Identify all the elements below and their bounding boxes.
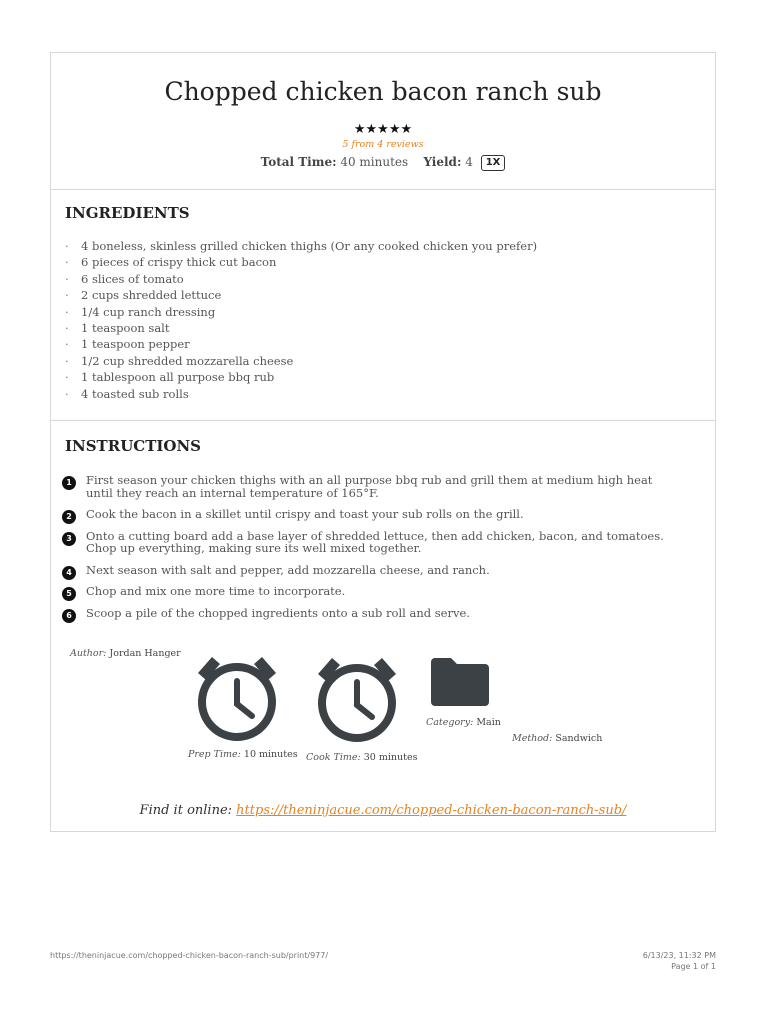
clock-icon (194, 653, 280, 745)
category-value: Main (476, 717, 501, 728)
recipe-title: Chopped chicken bacon ranch sub (164, 77, 602, 106)
step-number: 1 (62, 476, 76, 490)
clock-icon (314, 654, 400, 746)
ingredient-item: · 6 slices of tomato (65, 271, 537, 287)
scale-button[interactable]: 1X (481, 155, 506, 171)
footer-datetime: 6/13/23, 11:32 PM (642, 951, 716, 960)
find-online-label: Find it online: (139, 803, 233, 818)
ingredient-item: · 1 teaspoon salt (65, 320, 537, 336)
instruction-step (62, 474, 672, 499)
step-text: Cook the bacon in a skillet until crispy and toast your sub rolls on the grill. (86, 507, 524, 521)
category-label: Category: (426, 717, 474, 728)
instruction-step (62, 585, 672, 598)
author-label: Author: (70, 648, 107, 659)
instruction-step (62, 508, 672, 521)
step-number: 4 (62, 566, 76, 580)
step-number: 2 (62, 510, 76, 524)
find-online (50, 803, 716, 818)
category-detail (426, 717, 501, 728)
instructions-list (62, 474, 672, 628)
cook-time-value: 30 minutes (363, 752, 418, 763)
footer-page: Page 1 of 1 (671, 962, 716, 971)
yield-value: 4 (465, 155, 473, 169)
instruction-step (62, 607, 672, 620)
ingredient-item: · 6 pieces of crispy thick cut bacon (65, 254, 537, 270)
instruction-step (62, 564, 672, 577)
instructions-heading: INSTRUCTIONS (65, 437, 201, 455)
ingredient-item: · 4 boneless, skinless grilled chicken thighs (Or any cooked chicken you prefer) (65, 238, 537, 254)
prep-time-detail (188, 749, 298, 760)
step-number: 5 (62, 587, 76, 601)
ingredients-heading: INGREDIENTS (65, 204, 190, 222)
method-detail (512, 733, 602, 744)
step-text: Scoop a pile of the chopped ingredients onto a sub roll and serve. (86, 605, 470, 620)
instruction-step (62, 530, 672, 555)
folder-icon (431, 658, 489, 706)
ingredient-item: · 1/2 cup shredded mozzarella cheese (65, 353, 537, 369)
yield-label: Yield: (423, 155, 462, 169)
ingredients-list (65, 238, 537, 402)
footer-url: https://theninjacue.com/chopped-chicken-bacon-ranch-sub/print/977/ (50, 951, 329, 960)
step-text: First season your chicken thighs with an all purpose bbq rub and grill them at medium high heat until they reach an internal temperature of 165°F. (86, 473, 653, 500)
step-text: Onto a cutting board add a base layer of shredded lettuce, then add chicken, bacon, and tomatoes. Chop up everything, making sure its well mixed together. (86, 528, 664, 555)
step-text: Chop and mix one more time to incorporate. (86, 584, 346, 598)
step-number: 6 (62, 609, 76, 623)
method-value: Sandwich (555, 733, 603, 744)
recipe-link[interactable]: https://theninjacue.com/chopped-chicken-bacon-ranch-sub/ (236, 803, 627, 818)
ingredient-item: · 4 toasted sub rolls (65, 386, 537, 402)
total-time-value: 40 minutes (340, 155, 409, 169)
rating-stars[interactable]: ★★★★★ (353, 122, 413, 137)
ingredient-item: · 2 cups shredded lettuce (65, 287, 537, 303)
method-label: Method: (512, 733, 553, 744)
total-time-label: Total Time: (260, 155, 337, 169)
content-layer (50, 52, 716, 832)
step-text: Next season with salt and pepper, add mozzarella cheese, and ranch. (86, 562, 490, 577)
author-value: Jordan Hanger (109, 648, 181, 659)
cook-time-detail (306, 752, 417, 763)
ingredient-item: · 1 teaspoon pepper (65, 336, 537, 352)
step-number: 3 (62, 532, 76, 546)
prep-time-value: 10 minutes (243, 749, 298, 760)
cook-time-label: Cook Time: (306, 752, 361, 763)
ingredient-item: · 1/4 cup ranch dressing (65, 304, 537, 320)
author-detail (70, 648, 181, 659)
prep-time-label: Prep Time: (188, 749, 241, 760)
ingredient-item: · 1 tablespoon all purpose bbq rub (65, 369, 537, 385)
rating-text: 5 from 4 reviews (342, 139, 424, 150)
